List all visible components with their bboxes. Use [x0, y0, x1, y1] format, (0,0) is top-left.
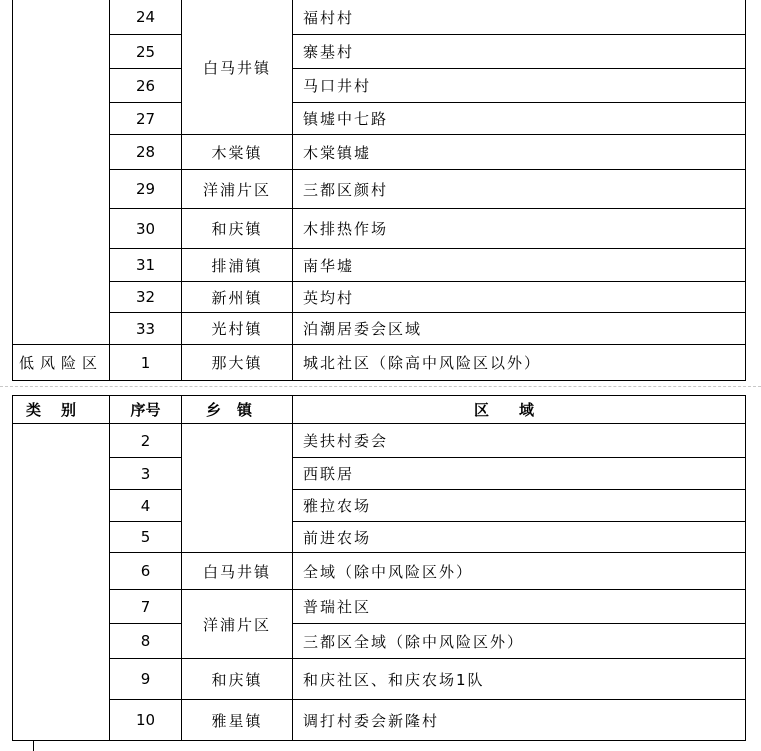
area-cell: 普瑞社区 — [293, 590, 746, 624]
table-row — [13, 424, 746, 458]
area-cell: 泊潮居委会区域 — [293, 313, 746, 345]
table-row — [13, 590, 746, 624]
area-cell: 雅拉农场 — [293, 490, 746, 522]
town-cell: 和庆镇 — [182, 209, 293, 249]
table-row — [13, 458, 746, 490]
town-cell-empty — [182, 424, 293, 553]
seq-cell: 31 — [110, 249, 182, 282]
seq-cell: 7 — [110, 590, 182, 624]
seq-cell: 30 — [110, 209, 182, 249]
town-cell: 白马井镇 — [182, 0, 293, 135]
seq-cell: 24 — [110, 0, 182, 35]
area-cell: 城北社区（除高中风险区以外） — [293, 345, 746, 381]
area-cell: 前进农场 — [293, 522, 746, 553]
town-cell: 洋浦片区 — [182, 590, 293, 659]
seq-cell: 29 — [110, 170, 182, 209]
town-cell: 新州镇 — [182, 282, 293, 313]
seq-cell: 27 — [110, 103, 182, 135]
area-cell: 调打村委会新隆村 — [293, 700, 746, 741]
table-row — [13, 209, 746, 249]
town-cell: 白马井镇 — [182, 553, 293, 590]
seq-cell: 25 — [110, 35, 182, 69]
town-cell: 那大镇 — [182, 345, 293, 381]
table-row — [13, 490, 746, 522]
seq-cell: 3 — [110, 458, 182, 490]
seq-cell: 6 — [110, 553, 182, 590]
table-row — [13, 170, 746, 209]
category-cell-merged — [13, 0, 110, 345]
area-cell: 和庆社区、和庆农场1队 — [293, 659, 746, 700]
table-row — [13, 700, 746, 741]
seq-cell: 26 — [110, 69, 182, 103]
table-row — [13, 69, 746, 103]
area-cell: 英均村 — [293, 282, 746, 313]
table-row — [13, 522, 746, 553]
area-cell: 寨基村 — [293, 35, 746, 69]
area-cell: 木棠镇墟 — [293, 135, 746, 170]
seq-cell: 4 — [110, 490, 182, 522]
seq-cell: 9 — [110, 659, 182, 700]
risk-table-continued — [12, 0, 746, 381]
category-cell: 低风险区 — [13, 345, 110, 381]
seq-cell: 33 — [110, 313, 182, 345]
category-cell-merged — [13, 424, 110, 741]
town-cell: 光村镇 — [182, 313, 293, 345]
area-cell: 木排热作场 — [293, 209, 746, 249]
header-seq: 序号 — [110, 396, 182, 424]
table-row — [13, 249, 746, 282]
town-cell: 雅星镇 — [182, 700, 293, 741]
table-row — [13, 135, 746, 170]
area-cell: 南华墟 — [293, 249, 746, 282]
table-row — [13, 553, 746, 590]
seq-cell: 10 — [110, 700, 182, 741]
table-row — [13, 103, 746, 135]
town-cell: 排浦镇 — [182, 249, 293, 282]
table-row — [13, 345, 746, 381]
area-cell: 全域（除中风险区外） — [293, 553, 746, 590]
seq-cell: 8 — [110, 624, 182, 659]
table-row — [13, 659, 746, 700]
risk-table-page — [12, 395, 746, 741]
table-row — [13, 282, 746, 313]
town-cell: 洋浦片区 — [182, 170, 293, 209]
seq-cell: 5 — [110, 522, 182, 553]
area-cell: 马口井村 — [293, 69, 746, 103]
seq-cell: 2 — [110, 424, 182, 458]
table-row — [13, 624, 746, 659]
header-area: 区域 — [293, 396, 746, 424]
table-row — [13, 0, 746, 35]
area-cell: 三都区颜村 — [293, 170, 746, 209]
header-category: 类别 — [13, 396, 110, 424]
table-header-row — [13, 396, 746, 424]
seq-cell: 28 — [110, 135, 182, 170]
page-break-divider — [0, 386, 761, 387]
table-row — [13, 313, 746, 345]
area-cell: 福村村 — [293, 0, 746, 35]
town-cell: 和庆镇 — [182, 659, 293, 700]
town-cell: 木棠镇 — [182, 135, 293, 170]
text-cursor-mark — [33, 741, 34, 751]
seq-cell: 32 — [110, 282, 182, 313]
area-cell: 美扶村委会 — [293, 424, 746, 458]
area-cell: 三都区全域（除中风险区外） — [293, 624, 746, 659]
seq-cell: 1 — [110, 345, 182, 381]
header-town: 乡镇 — [182, 396, 293, 424]
area-cell: 镇墟中七路 — [293, 103, 746, 135]
table-row — [13, 35, 746, 69]
area-cell: 西联居 — [293, 458, 746, 490]
